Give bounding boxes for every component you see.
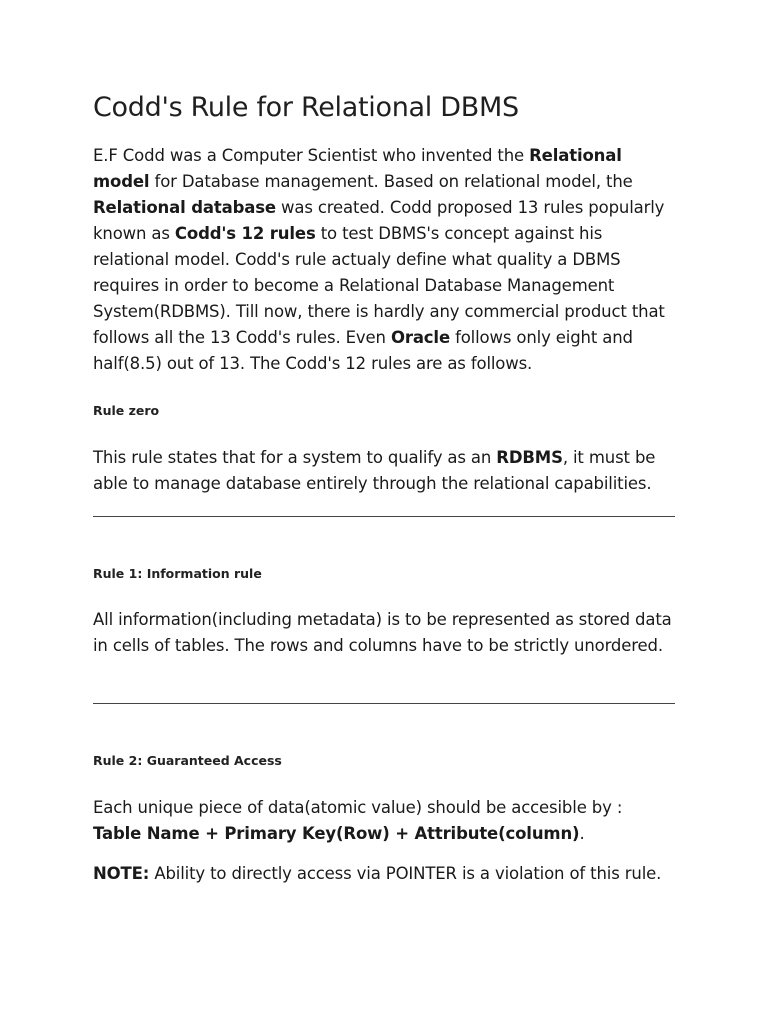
- rule-one-paragraph: All information(including metadata) is to be represented as stored data in cells of tables. The rows and columns have to be strictly unordered.: [93, 610, 672, 655]
- rule-two-number: Rule 2:: [93, 753, 147, 768]
- intro-text: to test DBMS's concept against his relational model. Codd's rule actualy define what quality a DBMS requires in order to become a Relational Database Management System(RDBMS). Till now, there is hardly any commercial product that follows all the 13 Codd's rules. Even: [93, 224, 665, 347]
- relational-model-term: Relational model: [93, 146, 622, 191]
- rule-zero-text: , it must be able to manage database entirely through the relational capabilities.: [93, 448, 656, 493]
- rule-zero-text: This rule states that for a system to qualify as an: [93, 448, 497, 467]
- divider: [93, 516, 675, 517]
- rule-one-title: Information rule: [146, 566, 262, 581]
- access-formula: Table Name + Primary Key(Row) + Attribute(column): [93, 824, 580, 843]
- rule-two-paragraph: [93, 795, 675, 847]
- divider: [93, 703, 675, 704]
- intro-text: for Database management. Based on relational model, the: [149, 172, 633, 191]
- intro-text: was created. Codd proposed 13 rules popularly known as: [93, 198, 665, 243]
- rule-zero-heading: Rule zero: [93, 403, 160, 418]
- rule-two-text: .: [579, 824, 585, 843]
- intro-text: E.F Codd was a Computer Scientist who invented the: [93, 146, 530, 165]
- intro-paragraph: [93, 143, 675, 377]
- relational-database-term: Relational database: [93, 198, 276, 217]
- page-title: Codd's Rule for Relational DBMS: [93, 92, 519, 123]
- codds-rules-term: Codd's 12 rules: [174, 224, 316, 243]
- rule-two-heading: [93, 751, 282, 771]
- rule-two-text: Each unique piece of data(atomic value) should be accesible by :: [93, 798, 623, 817]
- rule-two-note: [93, 861, 675, 887]
- rule-two-title: Guaranteed Access: [146, 753, 282, 768]
- oracle-term: Oracle: [390, 328, 450, 347]
- intro-text: follows only eight and half(8.5) out of 13. The Codd's 12 rules are as follows.: [93, 328, 633, 373]
- rule-one-number: Rule 1:: [93, 566, 147, 581]
- note-label: NOTE:: [93, 864, 150, 883]
- rule-one-heading: [93, 564, 262, 584]
- note-text: Ability to directly access via POINTER is a violation of this rule.: [149, 864, 662, 883]
- rdbms-term: RDBMS: [496, 448, 563, 467]
- rule-zero-paragraph: [93, 445, 675, 497]
